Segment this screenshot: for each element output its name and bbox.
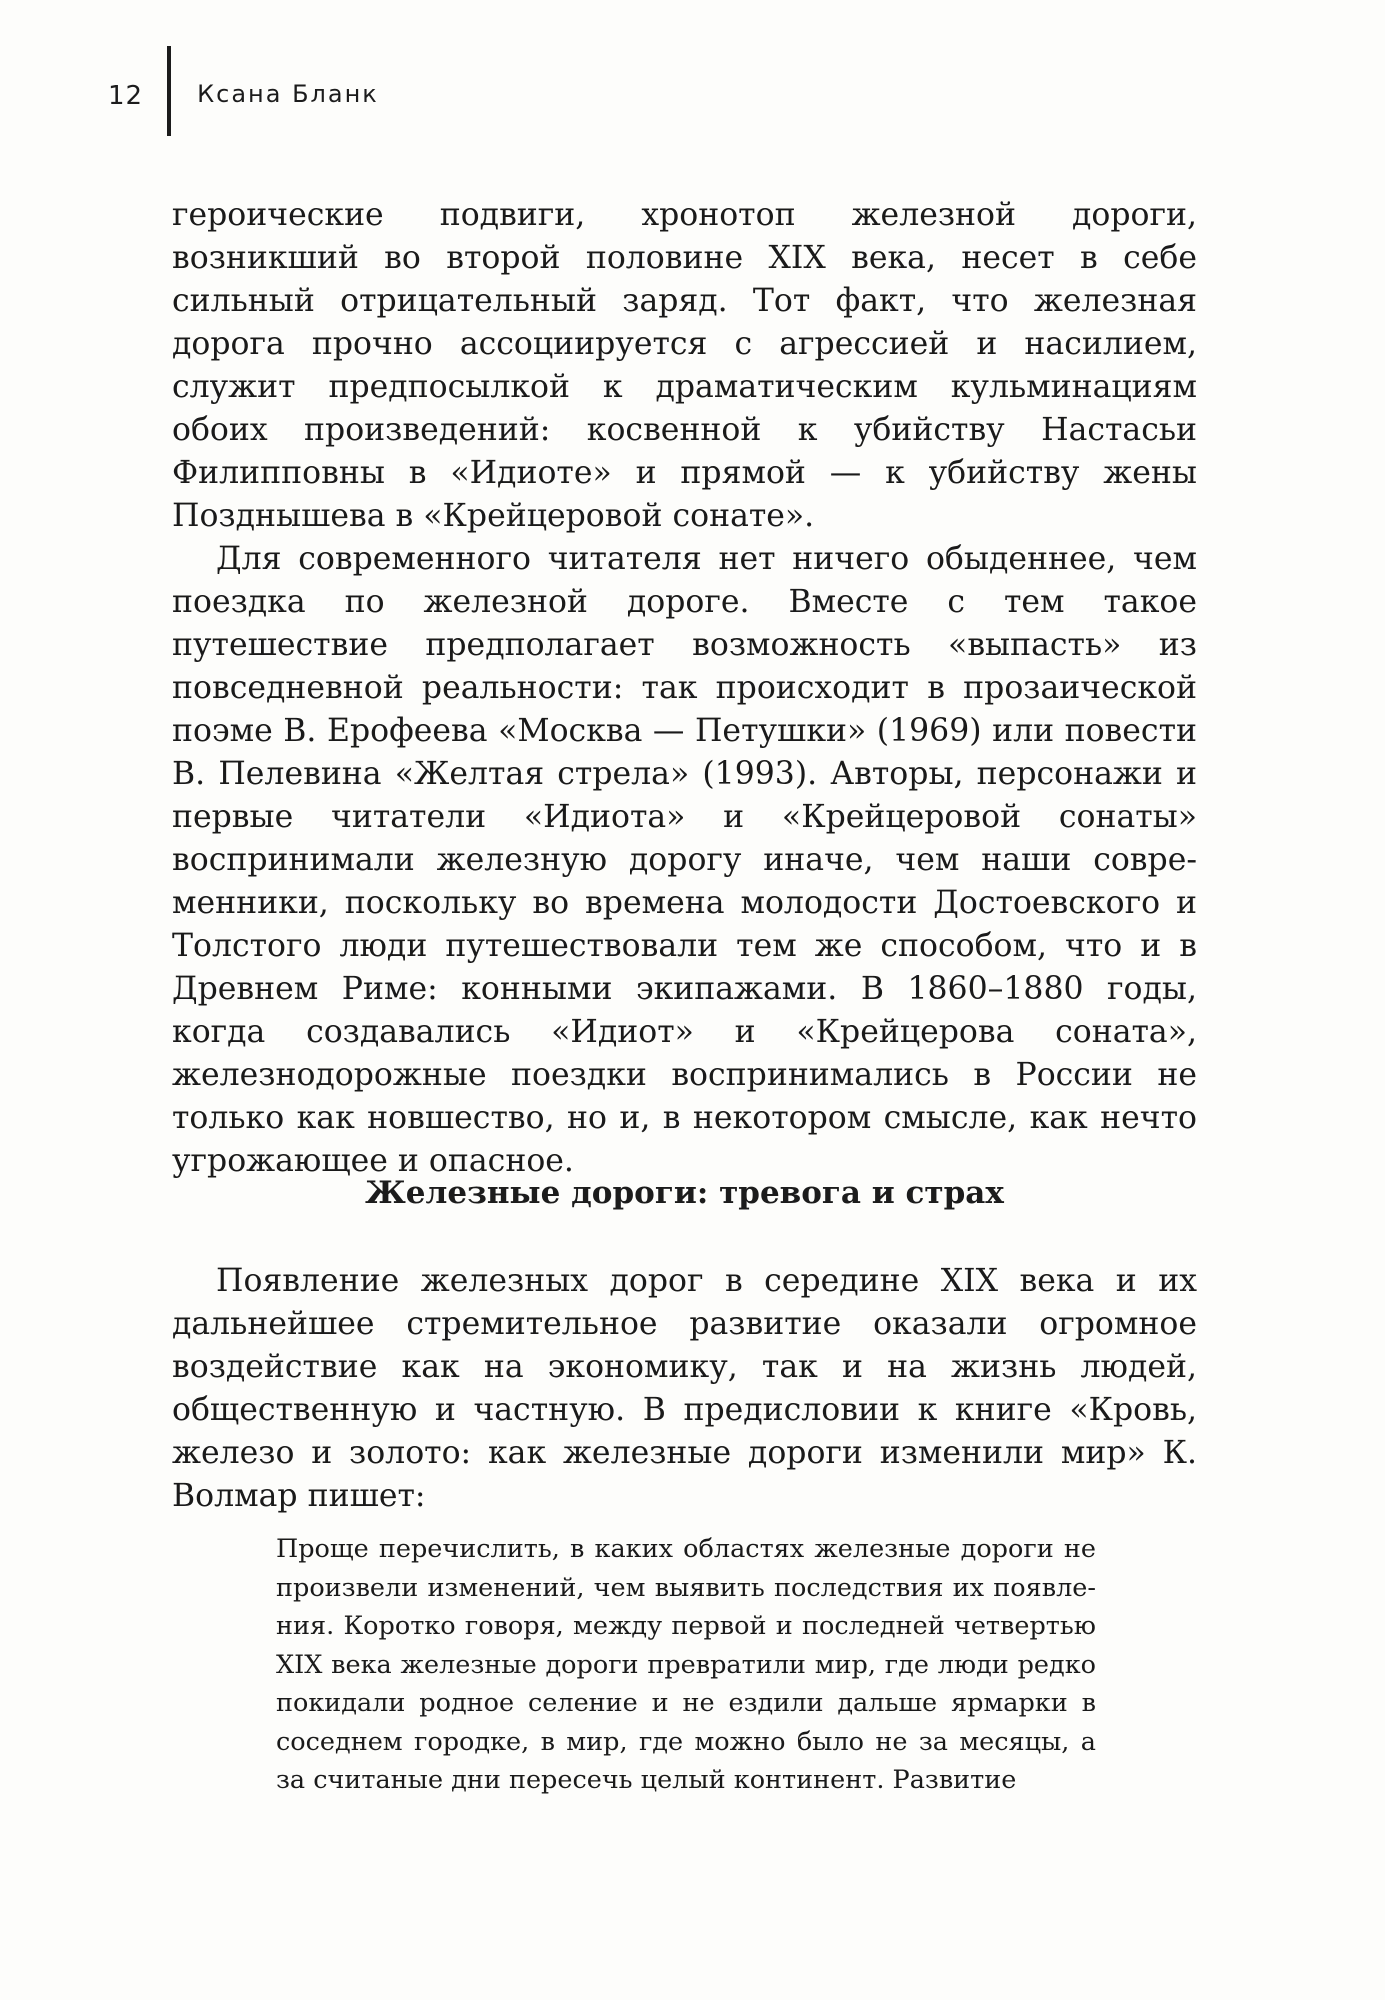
- quote-text: Проще перечислить, в каких областях железные дороги не произвели изменений, чем выявить последствия их появления. Коротко говоря, между первой и последней четвертью XIX века железные дороги превратили мир, где люди редко покидали родное селение и не ездили дальше ярмарки в соседнем городке, в мир, где можно было не за месяцы, а за считаные дни пересечь целый континент. Развитие: [276, 1534, 1096, 1795]
- author-name: Ксана Бланк: [197, 80, 379, 108]
- page-number: 12: [108, 81, 144, 111]
- body-text-bottom: [172, 1260, 1197, 1518]
- section-heading: Железные дороги: тревога и страх: [365, 1175, 1004, 1211]
- block-quote: [276, 1530, 1096, 1800]
- header-divider: [167, 46, 171, 136]
- paragraph-continuation: героические подвиги, хронотоп железной дороги, возникший во второй половине XIX века, несет в себе сильный отрицательный заряд. Тот факт, что железная дорога прочно ассоциируется с агрессией и насилием, служит предпосылкой к драматическим кульминациям обоих произведений: косвенной к убийству Настасьи Филипповны в «Идиоте» и прямой — к убийству жены Позднышева в «Крейцеровой сонате».: [172, 197, 1197, 534]
- paragraph: Для современного читателя нет ничего обыденнее, чем поездка по железной дороге. Вместе с тем такое путешествие предполагает возможность «выпасть» из повседневной реальности: так происходит в прозаической поэме В. Ерофеева «Москва — Петушки» (1969) или повести В. Пелевина «Желтая стрела» (1993). Авторы, персонажи и первые читатели «Идиота» и «Крейцеровой сонаты» воспринимали железную дорогу иначе, чем наши современники, поскольку во времена молодости Достоевского и Толстого люди путешествовали тем же способом, что и в Древнем Риме: конными экипажами. В 1860–1880 годы, когда создавались «Идиот» и «Крейцерова соната», железнодорожные поездки воспринимались в России не только как новшество, но и, в некотором смысле, как нечто угрожающее и опасное.: [172, 541, 1197, 1179]
- running-head: [108, 46, 379, 136]
- paragraph: Появление железных дорог в середине XIX века и их дальнейшее стремительное развитие оказали огромное воздействие как на экономику, так и на жизнь людей, общественную и частную. В предисловии к книге «Кровь, железо и золото: как железные дороги изменили мир» К. Волмар пишет:: [172, 1263, 1197, 1514]
- body-text-top: [172, 194, 1197, 1183]
